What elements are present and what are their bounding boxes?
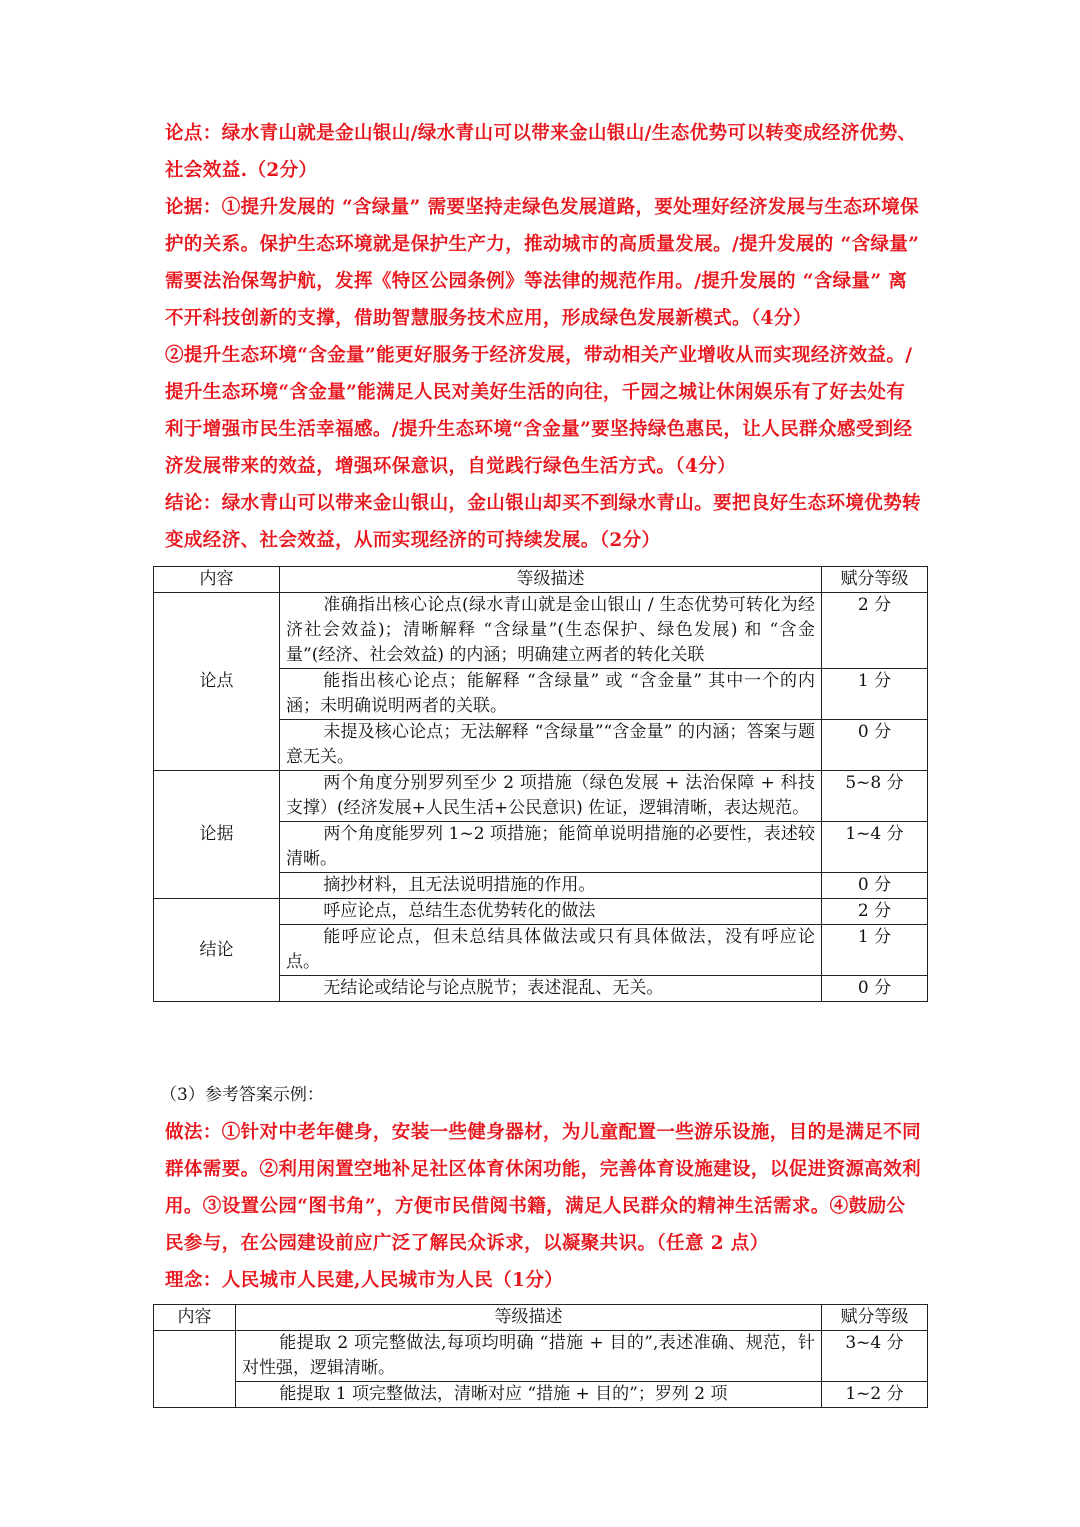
method-paragraph: 做法：①针对中老年健身，安装一些健身器材，为儿童配置一些游乐设施，目的是满足不同群体需要。②利用闲置空地补足社区体育休闲功能，完善体育设施建设，以促进资源高效利用。③设置公园“图书角”，方便市民借阅书籍，满足人民群众的精神生活需求。④鼓励公民参与，在公园建设前应广泛了解民众诉求，以凝聚共识。（任意 2 点） [165, 1122, 922, 1254]
header-score: 赋分等级 [822, 567, 928, 593]
row-description: 未提及核心论点；无法解释 “含绿量”“含金量” 的内涵；答案与题意无关。 [280, 720, 822, 771]
row-score: 0 分 [822, 873, 928, 899]
concept-paragraph: 理念：人民城市人民建,人民城市为人民（1分） [165, 1270, 564, 1291]
category-empty [154, 1331, 236, 1408]
argument-paragraph: 论点：绿水青山就是金山银山/绿水青山可以带来金山银山/生态优势可以转变成经济优势、社会效益.（2分） [165, 123, 917, 181]
row-score: 5~8 分 [822, 771, 928, 822]
table-header-row [154, 1305, 928, 1331]
header-content: 内容 [154, 1305, 236, 1331]
table-row [154, 899, 928, 925]
table-row [154, 771, 928, 822]
category-evidence: 论据 [154, 771, 280, 899]
row-description: 两个角度分别罗列至少 2 项措施（绿色发展 + 法治保障 + 科技支撑）(经济发展+人民生活+公民意识) 佐证，逻辑清晰，表达规范。 [280, 771, 822, 822]
row-description: 无结论或结论与论点脱节；表述混乱、无关。 [280, 976, 822, 1002]
header-content: 内容 [154, 567, 280, 593]
row-score: 1~2 分 [822, 1382, 928, 1408]
row-score: 2 分 [822, 593, 928, 669]
row-score: 1 分 [822, 669, 928, 720]
row-description: 能呼应论点，但未总结具体做法或只有具体做法，没有呼应论点。 [280, 925, 822, 976]
row-score: 3~4 分 [822, 1331, 928, 1382]
row-score: 0 分 [822, 976, 928, 1002]
evidence-paragraph-2: ②提升生态环境“含金量”能更好服务于经济发展，带动相关产业增收从而实现经济效益。/提升生态环境“含金量”能满足人民对美好生活的向往，千园之城让休闲娱乐有了好去处有利于增强市民生活幸福感。/提升生态环境“含金量”要坚持绿色惠民，让人民群众感受到经济发展带来的效益，增强环保意识，自觉践行绿色生活方式。（4分） [165, 345, 913, 477]
grading-table-1 [153, 566, 928, 1002]
table-row [154, 1331, 928, 1382]
row-score: 2 分 [822, 899, 928, 925]
category-conclusion: 结论 [154, 899, 280, 1002]
row-description: 准确指出核心论点(绿水青山就是金山银山 / 生态优势可转化为经济社会效益)；清晰解释 “含绿量”(生态保护、绿色发展) 和 “含金量”(经济、社会效益) 的内涵；明确建立两者的转化关联 [280, 593, 822, 669]
category-argument: 论点 [154, 593, 280, 771]
section-heading: （3）参考答案示例： [160, 1085, 324, 1105]
row-description: 能提取 2 项完整做法,每项均明确 “措施 + 目的”,表述准确、规范，针对性强，逻辑清晰。 [236, 1331, 822, 1382]
table-row [154, 1382, 928, 1408]
row-description: 能指出核心论点；能解释 “含绿量” 或 “含金量” 其中一个的内涵；未明确说明两者的关联。 [280, 669, 822, 720]
grading-table-2 [153, 1304, 928, 1408]
row-description: 能提取 1 项完整做法，清晰对应 “措施 + 目的”；罗列 2 项 [236, 1382, 822, 1408]
table-header-row [154, 567, 928, 593]
row-description: 摘抄材料，且无法说明措施的作用。 [280, 873, 822, 899]
header-description: 等级描述 [280, 567, 822, 593]
header-score: 赋分等级 [822, 1305, 928, 1331]
conclusion-paragraph: 结论：绿水青山可以带来金山银山，金山银山却买不到绿水青山。要把良好生态环境优势转变成经济、社会效益，从而实现经济的可持续发展。（2分） [165, 493, 922, 551]
table-row [154, 593, 928, 669]
row-score: 1 分 [822, 925, 928, 976]
header-description: 等级描述 [236, 1305, 822, 1331]
row-score: 1~4 分 [822, 822, 928, 873]
row-score: 0 分 [822, 720, 928, 771]
row-description: 两个角度能罗列 1~2 项措施；能简单说明措施的必要性，表述较清晰。 [280, 822, 822, 873]
evidence-paragraph-1: 论据：①提升发展的 “含绿量” 需要坚持走绿色发展道路，要处理好经济发展与生态环境保护的关系。保护生态环境就是保护生产力，推动城市的高质量发展。/提升发展的 “含绿量” 需要法治保驾护航，发挥《特区公园条例》等法律的规范作用。/提升发展的 “含绿量” 离不开科技创新的支撑，借助智慧服务技术应用，形成绿色发展新模式。（4分） [165, 197, 920, 329]
row-description: 呼应论点，总结生态优势转化的做法 [280, 899, 822, 925]
